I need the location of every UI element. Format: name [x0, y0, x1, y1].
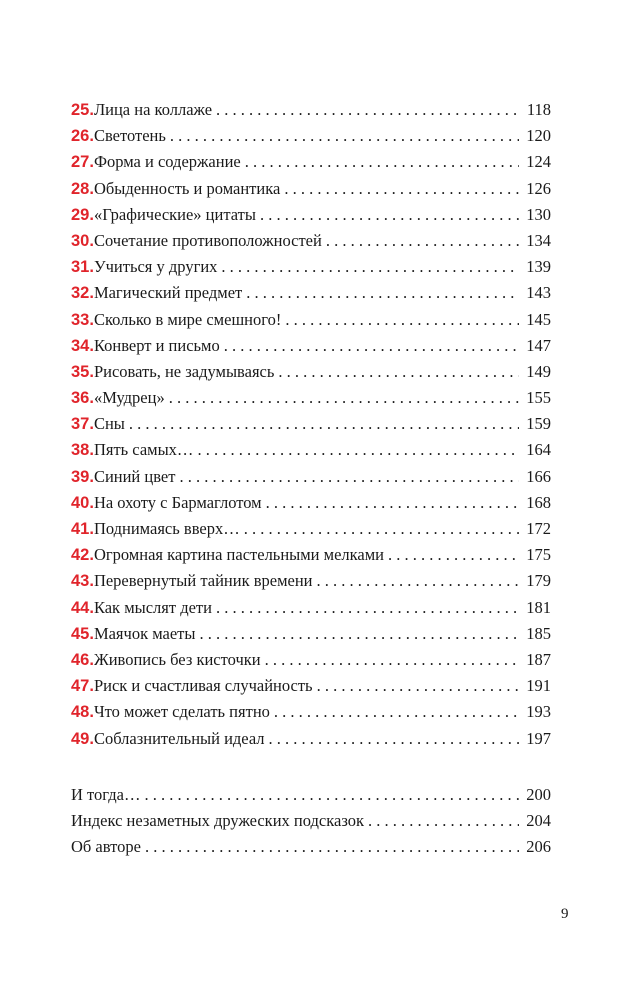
chapter-number: 29.: [71, 205, 94, 224]
entry-title: Светотень: [93, 126, 166, 146]
entry-title: Что может сделать пятно: [93, 702, 270, 722]
dot-leader: [326, 228, 519, 254]
entry-title: Форма и содержание: [93, 152, 241, 172]
entry-page-number: 126: [526, 178, 551, 198]
chapter-number: 37.: [71, 415, 94, 434]
entry-page-number: 130: [526, 204, 551, 224]
entry-page-number: 155: [526, 388, 551, 408]
dot-leader: [278, 359, 519, 385]
chapter-number: 47.: [71, 677, 94, 696]
entry-title: Обыденность и романтика: [93, 178, 281, 198]
dot-leader: [265, 647, 519, 673]
entry-title: Об авторе: [71, 837, 141, 857]
toc-chapter-row[interactable]: [71, 437, 551, 463]
toc-chapter-row[interactable]: [71, 595, 551, 621]
entry-title: Как мыслят дети: [93, 597, 212, 617]
toc-chapter-row[interactable]: [71, 254, 551, 280]
dot-leader: [317, 568, 519, 594]
dot-leader: [317, 673, 519, 699]
page-number: 9: [561, 906, 569, 922]
section-gap: [71, 752, 551, 782]
dot-leader: [274, 699, 519, 725]
chapter-number: 32.: [71, 284, 94, 303]
dot-leader: [269, 726, 519, 752]
dot-leader: [197, 437, 519, 463]
toc-backmatter-row[interactable]: [71, 834, 551, 860]
chapter-number: 38.: [71, 441, 94, 460]
entry-page-number: 191: [526, 676, 551, 696]
toc-chapter-row[interactable]: [71, 647, 551, 673]
entry-title: Магический предмет: [93, 283, 243, 303]
toc-chapter-row[interactable]: [71, 621, 551, 647]
chapter-number: 40.: [71, 493, 94, 512]
chapter-number: 31.: [71, 258, 94, 277]
toc-chapter-row[interactable]: [71, 464, 551, 490]
entry-title: Соблазнительный идеал: [93, 728, 265, 748]
entry-page-number: 147: [526, 335, 551, 355]
entry-page-number: 134: [526, 230, 551, 250]
chapter-number: 35.: [71, 362, 94, 381]
chapter-number: 43.: [71, 572, 94, 591]
entry-title: На охоту с Бармаглотом: [93, 492, 262, 512]
dot-leader: [284, 176, 519, 202]
entry-title: Сочетание противоположностей: [93, 230, 322, 250]
chapter-list: [71, 97, 551, 752]
entry-page-number: 159: [526, 414, 551, 434]
toc-chapter-row[interactable]: [71, 202, 551, 228]
dot-leader: [224, 333, 519, 359]
chapter-number: 28.: [71, 179, 94, 198]
chapter-number: 26.: [71, 127, 94, 146]
entry-title: Живопись без кисточки: [93, 649, 261, 669]
entry-title: Маячок маеты: [93, 623, 196, 643]
entry-title: Учиться у других: [93, 257, 218, 277]
dot-leader: [129, 411, 519, 437]
chapter-number: 33.: [71, 310, 94, 329]
toc-chapter-row[interactable]: [71, 97, 551, 123]
entry-title: «Мудрец»: [93, 388, 165, 408]
dot-leader: [245, 149, 519, 175]
toc-chapter-row[interactable]: [71, 699, 551, 725]
entry-title: Конверт и письмо: [93, 335, 220, 355]
toc-chapter-row[interactable]: [71, 307, 551, 333]
dot-leader: [388, 542, 519, 568]
entry-page-number: 200: [526, 784, 551, 804]
entry-title: Рисовать, не задумываясь: [93, 361, 275, 381]
toc-chapter-row[interactable]: [71, 228, 551, 254]
toc-chapter-row[interactable]: [71, 411, 551, 437]
chapter-number: 44.: [71, 598, 94, 617]
toc-chapter-row[interactable]: [71, 123, 551, 149]
dot-leader: [368, 808, 519, 834]
entry-page-number: 187: [526, 649, 551, 669]
dot-leader: [199, 621, 519, 647]
chapter-number: 48.: [71, 703, 94, 722]
chapter-number: 36.: [71, 389, 94, 408]
entry-title: Индекс незаметных дружеских подсказок: [71, 810, 365, 830]
entry-title: Сны: [93, 414, 125, 434]
entry-page-number: 179: [526, 571, 551, 591]
toc-backmatter-row[interactable]: [71, 782, 551, 808]
dot-leader: [145, 834, 519, 860]
entry-title: Риск и счастливая случайность: [93, 676, 313, 696]
dot-leader: [216, 595, 519, 621]
back-matter-list: [71, 782, 551, 861]
toc-chapter-row[interactable]: [71, 542, 551, 568]
dot-leader: [246, 280, 519, 306]
entry-page-number: 118: [526, 100, 551, 119]
entry-title: Поднимаясь вверх…: [93, 519, 240, 538]
entry-page-number: 185: [526, 623, 551, 643]
toc-chapter-row[interactable]: [71, 176, 551, 202]
chapter-number: 41.: [71, 520, 94, 538]
toc-chapter-row[interactable]: [71, 359, 551, 385]
chapter-number: 30.: [71, 231, 94, 250]
dot-leader: [285, 307, 519, 333]
table-of-contents: [71, 97, 551, 860]
chapter-number: 49.: [71, 729, 94, 748]
entry-page-number: 206: [526, 837, 551, 857]
dot-leader: [260, 202, 519, 228]
entry-page-number: 166: [526, 466, 551, 486]
toc-chapter-row[interactable]: [71, 568, 551, 594]
entry-page-number: 139: [526, 257, 551, 277]
toc-chapter-row[interactable]: [71, 385, 551, 411]
entry-title: Огромная картина пастельными мелками: [93, 545, 385, 565]
dot-leader: [216, 97, 519, 123]
dot-leader: [221, 254, 519, 280]
chapter-number: 25.: [71, 101, 94, 119]
entry-page-number: 172: [526, 519, 551, 538]
dot-leader: [170, 123, 519, 149]
chapter-number: 46.: [71, 650, 94, 669]
chapter-number: 27.: [71, 153, 94, 172]
toc-chapter-row[interactable]: [71, 333, 551, 359]
dot-leader: [144, 782, 519, 808]
chapter-number: 34.: [71, 336, 94, 355]
entry-page-number: 143: [526, 283, 551, 303]
chapter-number: 42.: [71, 546, 94, 565]
entry-title: «Графические» цитаты: [93, 204, 256, 224]
entry-title: И тогда…: [71, 784, 141, 804]
dot-leader: [169, 385, 519, 411]
toc-backmatter-row[interactable]: [71, 808, 551, 834]
entry-page-number: 197: [526, 728, 551, 748]
entry-title: Сколько в мире смешного!: [93, 309, 282, 329]
entry-title: Пять самых…: [93, 440, 194, 460]
toc-chapter-row[interactable]: [71, 726, 551, 752]
entry-title: Синий цвет: [93, 466, 176, 486]
entry-page-number: 120: [526, 126, 551, 146]
toc-chapter-row[interactable]: [71, 149, 551, 175]
entry-page-number: 164: [526, 440, 551, 460]
entry-page-number: 175: [526, 545, 551, 565]
dot-leader: [266, 490, 519, 516]
entry-page-number: 149: [526, 361, 551, 381]
toc-chapter-row[interactable]: [71, 490, 551, 516]
entry-page-number: 124: [526, 152, 551, 172]
toc-chapter-row[interactable]: [71, 280, 551, 306]
entry-title: Лица на коллаже: [93, 100, 213, 119]
toc-chapter-row[interactable]: [71, 673, 551, 699]
entry-page-number: 204: [526, 810, 551, 830]
chapter-number: 45.: [71, 624, 94, 643]
entry-page-number: 168: [526, 492, 551, 512]
chapter-number: 39.: [71, 467, 94, 486]
entry-page-number: 145: [526, 309, 551, 329]
dot-leader: [244, 516, 519, 542]
entry-page-number: 193: [526, 702, 551, 722]
toc-chapter-row[interactable]: [71, 516, 551, 542]
dot-leader: [179, 464, 519, 490]
entry-page-number: 181: [526, 597, 551, 617]
entry-title: Перевернутый тайник времени: [93, 571, 313, 591]
